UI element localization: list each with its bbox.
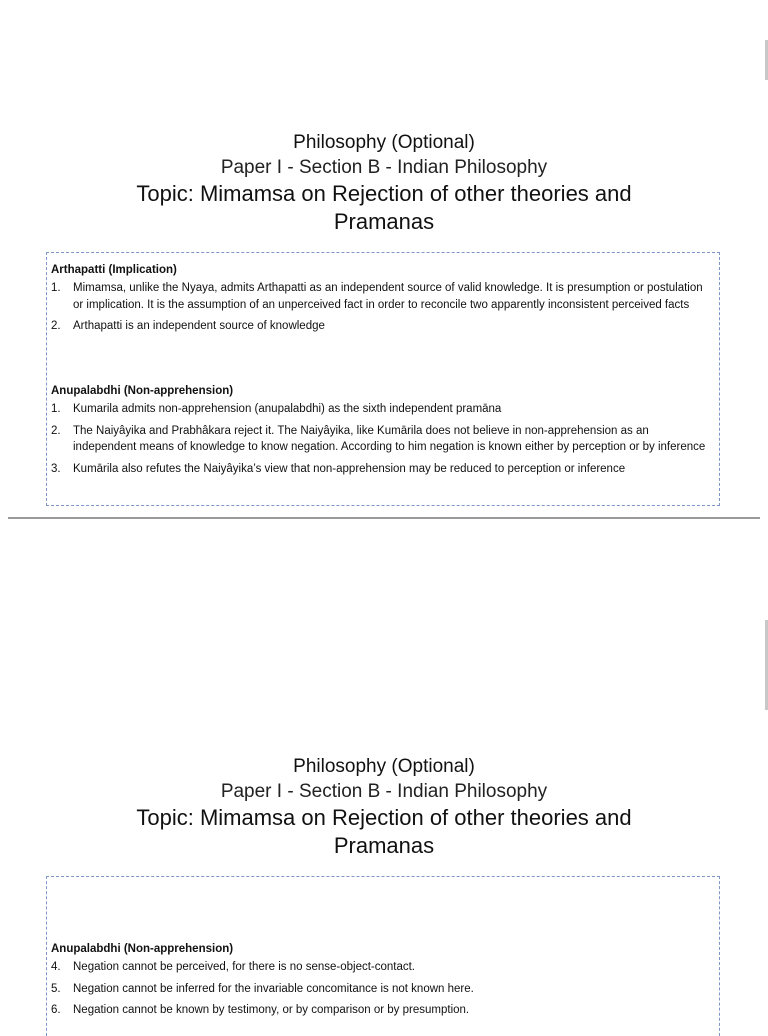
topic-title-line1: Topic: Mimamsa on Rejection of other theories and xyxy=(136,805,632,830)
item-number: 5. xyxy=(51,982,61,995)
list-item xyxy=(51,1002,715,1019)
item-list xyxy=(51,401,715,477)
item-text: Mimamsa, unlike the Nyaya, admits Arthapatti as an independent source of valid knowledge. It is presumption or postulation or implication. It is the assumption of an unperceived fact in order to reconcile two apparently inconsistent perceived facts xyxy=(73,282,703,311)
item-list xyxy=(51,280,715,335)
content-box xyxy=(46,252,720,506)
list-item xyxy=(51,461,715,478)
section-arthapatti xyxy=(51,262,715,340)
item-number: 2. xyxy=(51,424,61,437)
paper-subtitle: Paper I - Section B - Indian Philosophy xyxy=(220,157,548,178)
slide-header xyxy=(0,754,768,860)
list-item xyxy=(51,318,715,335)
item-text: Negation cannot be known by testimony, or by comparison or by presumption. xyxy=(73,1004,470,1016)
item-text: Arthapatti is an independent source of knowledge xyxy=(73,320,325,332)
list-item xyxy=(51,280,715,313)
item-text: Kumarila admits non-apprehension (anupalabdhi) as the sixth independent pramāna xyxy=(73,403,502,415)
section-anupalabdhi xyxy=(51,383,715,482)
topic-title-line2: Pramanas xyxy=(333,833,435,858)
list-item xyxy=(51,959,715,976)
slide-2 xyxy=(0,624,768,1024)
paper-subtitle: Paper I - Section B - Indian Philosophy xyxy=(220,781,548,802)
section-anupalabdhi xyxy=(51,941,715,1024)
topic-title-line1: Topic: Mimamsa on Rejection of other theories and xyxy=(136,181,632,206)
item-text: The Naiyâyika and Prabhâkara reject it. The Naiyâyika, like Kumārila does not believe in non-apprehension as an independent means of knowledge to know negation. According to him negation is known either by perception or by inference xyxy=(73,424,706,453)
item-number: 6. xyxy=(51,1004,61,1016)
item-text: Negation cannot be inferred for the invariable concomitance is not known here. xyxy=(73,982,474,995)
content-box xyxy=(46,876,720,1036)
subject-title: Philosophy (Optional) xyxy=(293,132,475,153)
item-number: 2. xyxy=(51,320,61,332)
list-item xyxy=(51,401,715,418)
topic-title-line2: Pramanas xyxy=(333,209,435,234)
list-item xyxy=(51,981,715,998)
slide-header xyxy=(0,130,768,236)
item-text: Kumārila also refutes the Naiyâyika’s view that non-apprehension may be reduced to perception or inference xyxy=(73,462,626,475)
subject-title: Philosophy (Optional) xyxy=(293,756,475,777)
item-number: 3. xyxy=(51,462,61,475)
section-title: Arthapatti (Implication) xyxy=(51,264,177,276)
item-number: 1. xyxy=(51,282,61,294)
item-number: 4. xyxy=(51,961,61,973)
item-list xyxy=(51,959,715,1019)
page-divider xyxy=(8,517,760,519)
section-title: Anupalabdhi (Non-apprehension) xyxy=(51,385,234,397)
list-item xyxy=(51,423,715,456)
item-text: Negation cannot be perceived, for there is no sense-object-contact. xyxy=(73,961,416,973)
section-title: Anupalabdhi (Non-apprehension) xyxy=(51,943,234,955)
item-number: 1. xyxy=(51,403,61,415)
